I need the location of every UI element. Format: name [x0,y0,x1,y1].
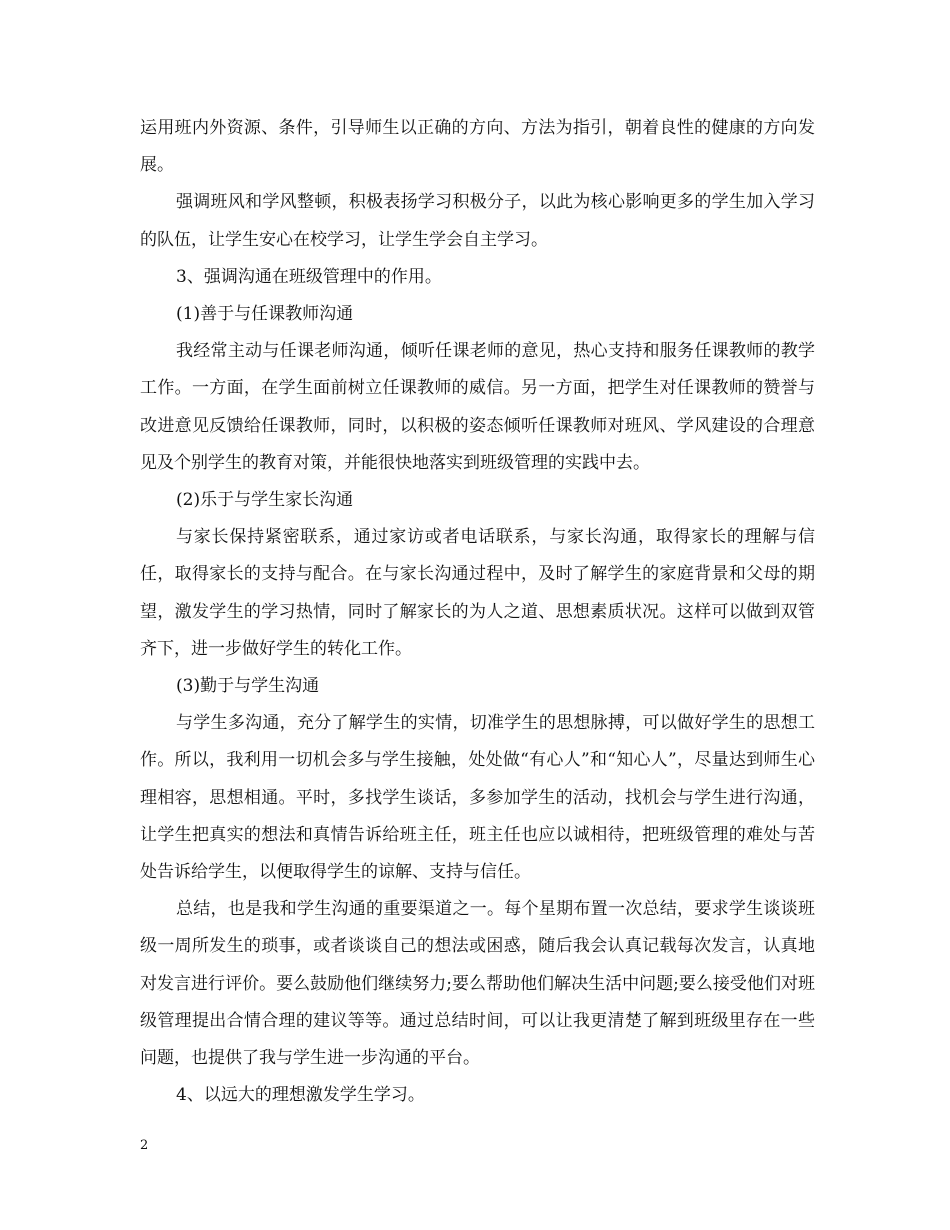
document-body [140,110,815,1114]
page-number: 2 [140,1138,149,1153]
subheading-3: (3)勤于与学生沟通 [176,676,320,697]
paragraph-teachers: 我经常主动与任课老师沟通，倾听任课老师的意见，热心支持和服务任课教师的教学工作。一方面，在学生面前树立任课教师的威信。另一方面，把学生对任课教师的赞誉与改进意见反馈给任课教师，同时，以积极的姿态倾听任课教师对班风、学风建设的合理意见及个别学生的教育对策，并能很快地落实到班级管理的实践中去。 [140,341,815,473]
paragraph-1: 运用班内外资源、条件，引导师生以正确的方向、方法为指引，朝着良性的健康的方向发展。 [140,118,815,176]
paragraph-summary: 总结，也是我和学生沟通的重要渠道之一。每个星期布置一次总结，要求学生谈谈班级一周所发生的琐事，或者谈谈自己的想法或困惑，随后我会认真记载每次发言，认真地对发言进行评价。要么鼓励他们继续努力;要么帮助他们解决生活中问题;要么接受他们对班级管理提出合情合理的建议等等。通过总结时间，可以让我更清楚了解到班级里存在一些问题，也提供了我与学生进一步沟通的平台。 [140,899,815,1069]
paragraph-students: 与学生多沟通，充分了解学生的实情，切准学生的思想脉搏，可以做好学生的思想工作。所以，我利用一切机会多与学生接触，处处做“有心人”和“知心人”，尽量达到师生心理相容，思想相通。平时，多找学生谈话，多参加学生的活动，找机会与学生进行沟通，让学生把真实的想法和真情告诉给班主任，班主任也应以诚相待，把班级管理的难处与苦处告诉给学生，以便取得学生的谅解、支持与信任。 [140,713,815,883]
section-heading-3: 3、强调沟通在班级管理中的作用。 [176,266,442,287]
section-heading-4: 4、以远大的理想激发学生学习。 [176,1085,425,1106]
paragraph-2: 强调班风和学风整顿，积极表扬学习积极分子，以此为核心影响更多的学生加入学习的队伍，让学生安心在校学习，让学生学会自主学习。 [140,192,815,250]
subheading-2: (2)乐于与学生家长沟通 [176,490,354,511]
paragraph-parents: 与家长保持紧密联系，通过家访或者电话联系，与家长沟通，取得家长的理解与信任，取得家长的支持与配合。在与家长沟通过程中，及时了解学生的家庭背景和父母的期望，激发学生的学习热情，同时了解家长的为人之道、思想素质状况。这样可以做到双管齐下，进一步做好学生的转化工作。 [140,527,815,659]
subheading-1: (1)善于与任课教师沟通 [176,304,354,325]
